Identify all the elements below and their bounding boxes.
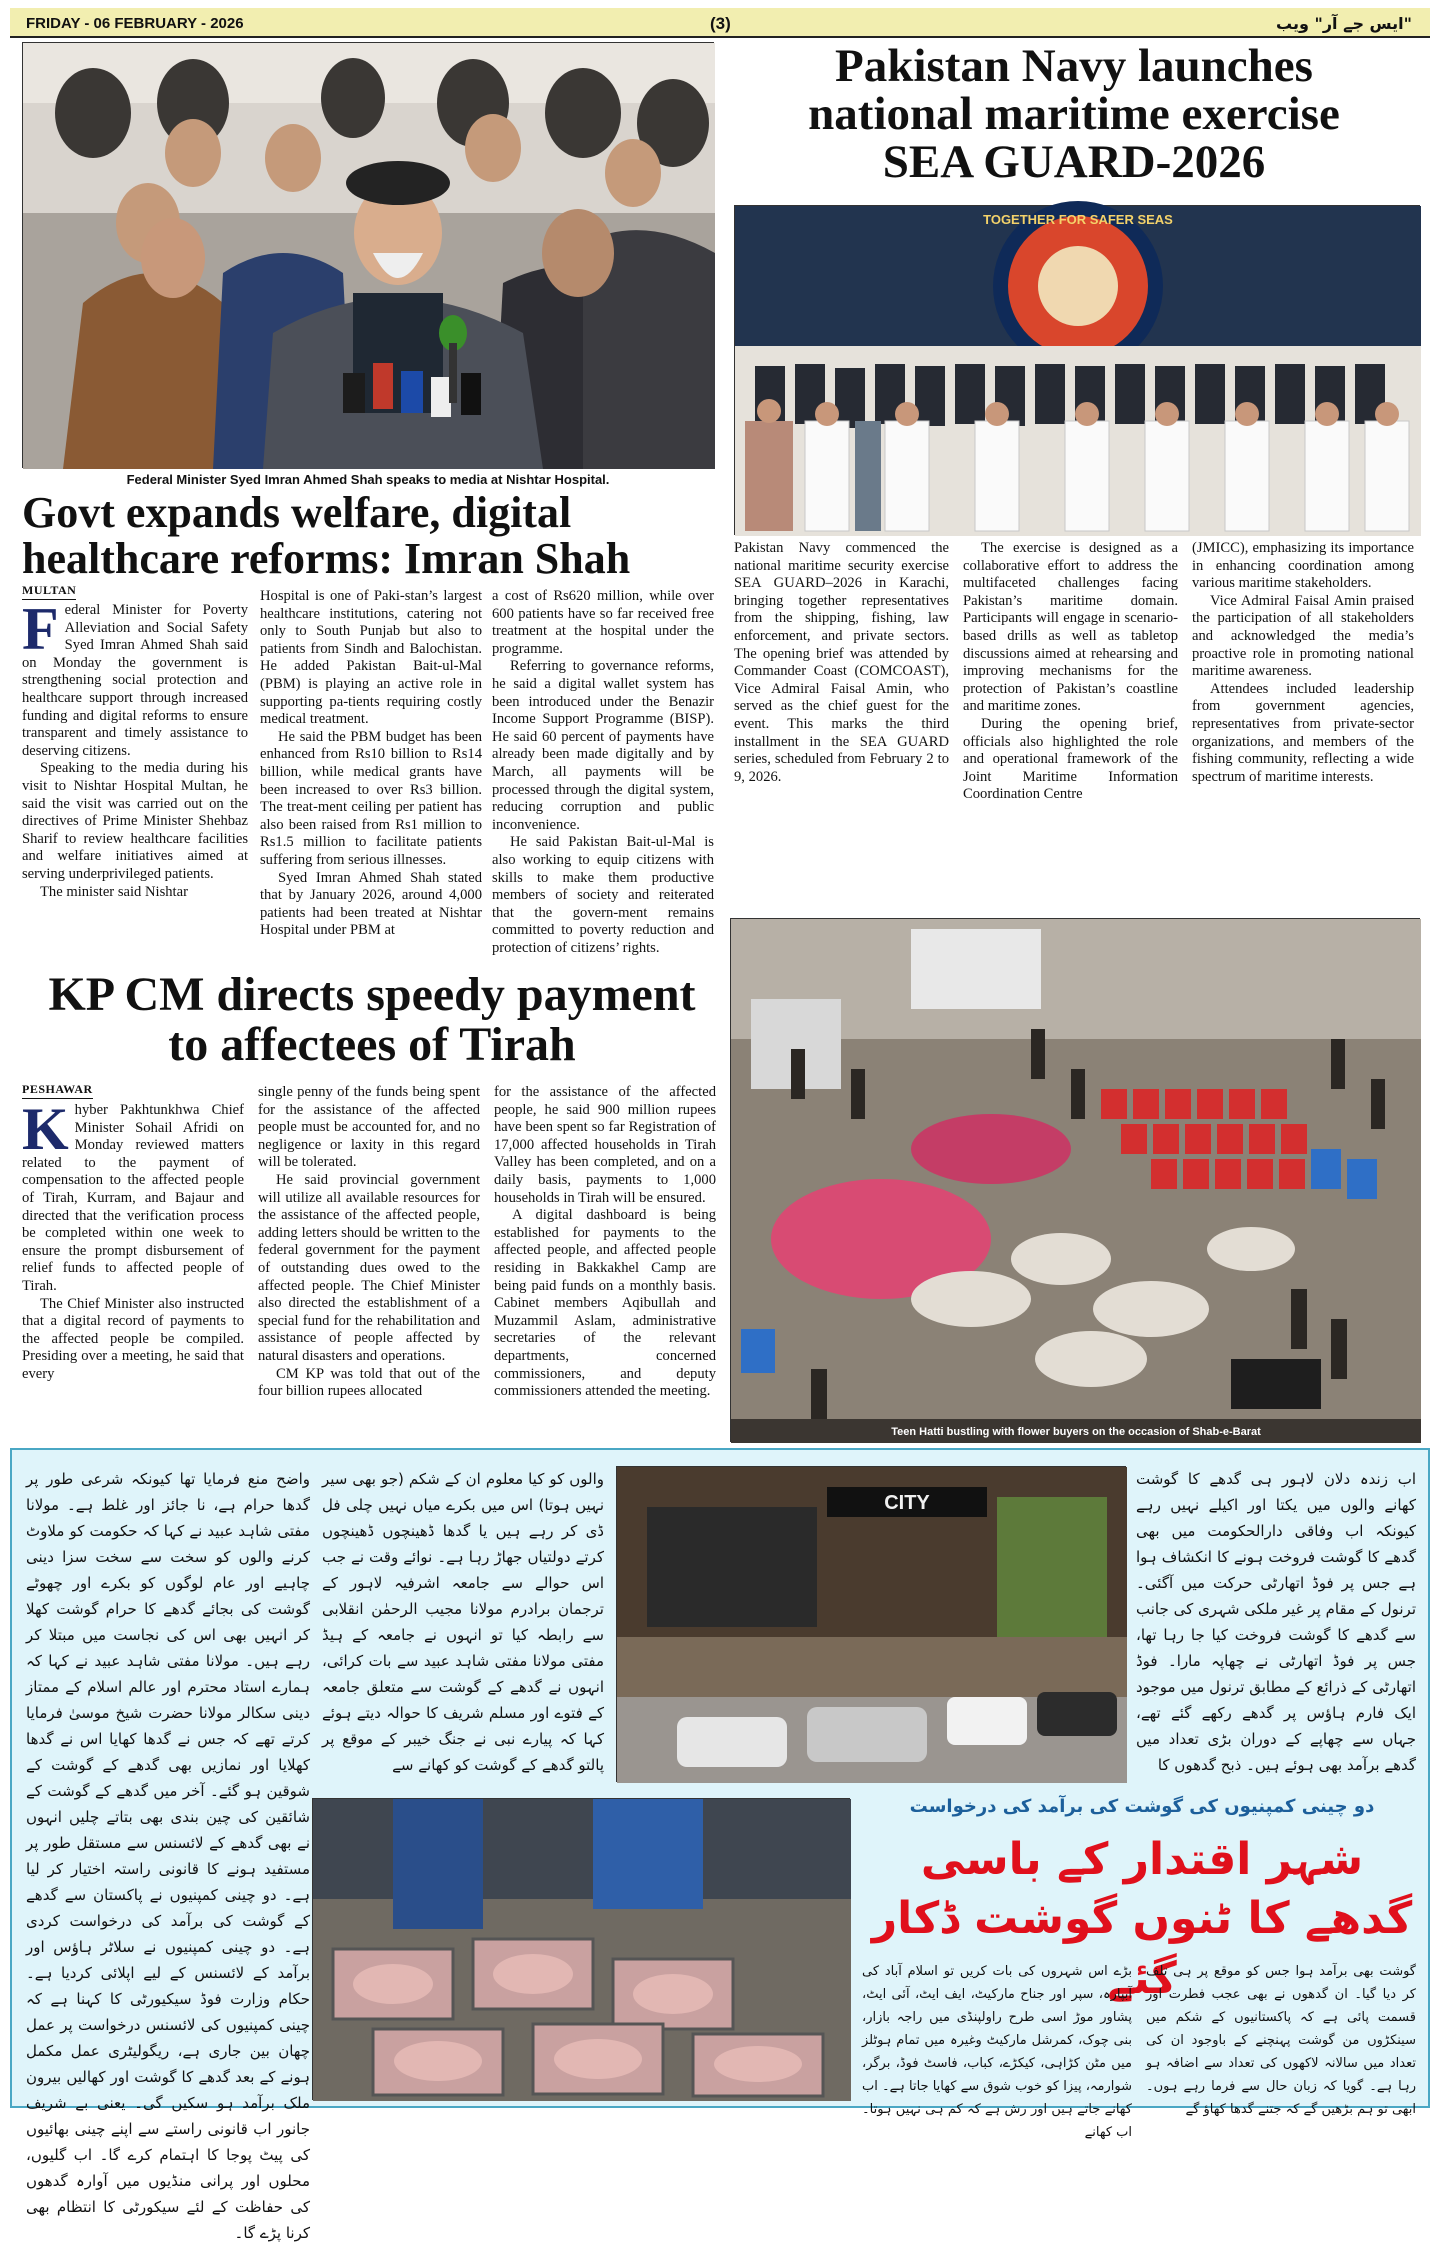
urdu-column-bottom-right: گوشت بھی برآمد ہوا جس کو موقع پر ہی تلف کر دیا گیا۔ ان گدھوں نے بھی عجب فطرت اور قسمت پائی ہے کہ پاکستانیوں کے شکم میں سینکڑوں من گوشت پہنچنے کے باوجود ان کی تعداد میں سالانہ لاکھوں کی تعداد سے اضافہ ہو رہا ہے۔ گویا کہ زبان حال سے فرما رہے ہوں۔ ابھی تو ہم بڑھیں گے کہ جتنے گدھا کھاؤ گے: [1146, 1964, 1416, 2117]
meat-crates-photo: [312, 1798, 850, 2100]
welfare-col2-para3: Syed Imran Ahmed Shah stated that by January 2026, around 4,000 patients had been treated at Nishtar Hospital under PBM at: [260, 869, 482, 939]
welfare-col3-para3: He said Pakistan Bait-ul-Mal is also working to equip citizens with skills to make them productive members of society and reiterated that the govern-ment remains committed to poverty reduction and protection of citizens’ rights.: [492, 834, 714, 956]
navy-column-2: [963, 540, 1178, 804]
welfare-column-1: [22, 596, 248, 901]
minister-photo-caption: Federal Minister Syed Imran Ahmed Shah speaks to media at Nishtar Hospital.: [126, 472, 610, 487]
page-number: (3): [710, 14, 731, 33]
navy-col1-text: Pakistan Navy commenced the national maritime security exercise SEA GUARD–2026 in Karachi, bringing together representatives from the shipping, fishing, law enforcement, and private sectors. The opening brief was attended by Commander Coast (COMCOAST), Vice Admiral Faisal Amin, who served as the chief guest for the event. This marks the third installment in the SEA GUARD series, scheduled from February 2 to 9, 2026.: [734, 540, 949, 785]
press-crowd-illustration: [23, 43, 715, 469]
navy-delegation-illustration: [735, 206, 1421, 536]
flower-market-photo: [730, 918, 1420, 1442]
navy-col2-para1: The exercise is designed as a collaborative effort to address the multifaceted challenges facing Pakistan’s maritime domain. Participants will engage in scenario-based drills as well as tabletop discussions aimed at rehearsing and improving mechanisms for the protection of Pakistan’s coastline and maritime zones.: [963, 540, 1178, 715]
kp-col1-para2: The Chief Minister also instructed that a digital record of payments to the affected people be compiled. Presiding over a meeting, he said that every: [22, 1295, 244, 1382]
kp-dropcap: K: [22, 1096, 69, 1162]
issue-date: FRIDAY - 06 FEBRUARY - 2026: [26, 15, 244, 32]
welfare-headline-line2: healthcare reforms: Imran Shah: [22, 534, 631, 583]
flower-market-illustration: [731, 919, 1421, 1443]
navy-col3-para3: Attendees included leadership from government agencies, representatives from private-sector organizations, and members of the fishing community, reflecting a wide spectrum of maritime interests.: [1192, 680, 1414, 785]
masthead: [10, 8, 1430, 38]
urdu-headline-line1: شہر اقتدار کے باسی: [920, 1834, 1364, 1885]
navy-column-1: [734, 540, 949, 786]
navy-column-3: [1192, 540, 1414, 786]
kp-col2-para1: single penny of the funds being spent for the assistance of the affected people must be accounted for, and no negligence or laxity in this regard will be tolerated.: [258, 1084, 480, 1171]
kp-col2-para2: He said provincial government will utilize all available resources for the assistance of the affected people, adding letters should be written to the federal government for the payment of outstanding dues owed to the affected people. The Chief Minister also directed the establishment of a special fund for the rehabilitation and assistance of people affected by natural disasters and operations.: [258, 1171, 480, 1364]
street-sign-text: CITY: [884, 1492, 930, 1514]
kp-col3-para1: for the assistance of the affected people, he said 900 million rupees have been spent so far Registration of 17,000 affected households in Tirah Valley has been completed, and on a daily basis, payments to 1,000 households in Tirah will be ensured.: [494, 1084, 716, 1206]
kp-column-2: [258, 1084, 480, 1401]
banner-slogan: TOGETHER FOR SAFER SEAS: [983, 212, 1173, 227]
navy-headline-line3: SEA GUARD-2026: [882, 136, 1266, 188]
navy-headline-line2: national maritime exercise: [808, 88, 1340, 140]
kp-dateline: PESHAWAR: [22, 1082, 93, 1099]
welfare-col2-para2: He said the PBM budget has been enhanced from Rs10 billion to Rs14 billion, while medical grants have been increased to over Rs3 billion. The treat-ment ceiling per patient has also been raised from Rs1 million to Rs1.5 million to facilitate patients suffering from serious illnesses.: [260, 728, 482, 868]
welfare-col1-para1: ederal Minister for Poverty Alleviation and Social Safety Syed Imran Ahmed Shah said on Monday the government is strengthening social protection and healthcare support through increased funding and digital reforms to ensure transparent and timely assistance to deserving citizens.: [22, 602, 248, 759]
welfare-col1-para3: The minister said Nishtar: [40, 883, 188, 900]
navy-col2-para2: During the opening brief, officials also highlighted the role and operational framework of the Joint Maritime Information Coordination Centre: [963, 715, 1178, 803]
paper-name: "ایس جے آر" ویب: [1276, 14, 1412, 33]
kp-col2-para3: CM KP was told that out of the four billion rupees allocated: [258, 1365, 480, 1400]
restaurant-street-photo: [616, 1466, 1126, 1782]
welfare-headline: [22, 490, 722, 582]
minister-press-photo: [22, 42, 714, 468]
market-photo-caption: Teen Hatti bustling with flower buyers on the occasion of Shab-e-Barat: [891, 1426, 1261, 1438]
kp-headline-line1: KP CM directs speedy payment: [48, 968, 696, 1021]
urdu-column-bottom-mid: بڑے اس شہروں کی بات کریں تو اسلام آباد کی آبپارہ، سپر اور جناح مارکیٹ، ایف ایٹ، آئی ایٹ، پشاور موڑ اسی طرح راولپنڈی میں راجہ بازار، بنی چوک، کمرشل مارکیٹ وغیرہ میں تمام ہوٹلز میں مٹن کڑاہی، کیکڑے، کباب، فاسٹ فوڈ، برگر، شوارمہ، پیزا کو خوب شوق سے کھایا جاتا ہے۔ اب کھانے جاتے ہیں اور رش ہے کہ کم ہی نہیں ہوتا۔ اب کھانے: [862, 1964, 1132, 2140]
navy-col3-para2: Vice Admiral Faisal Amin praised the participation of all stakeholders and acknowledged the media’s proactive role in promoting national maritime awareness.: [1192, 592, 1414, 680]
kp-col3-para2: A digital dashboard is being established for payments to the affected people, and affected people residing in Bakkakhel Camp are being paid funds on a monthly basis. Cabinet members Aqibullah and Muzammil Aslam, administrative secretaries of the relevant departments, concerned commissioners, and deputy commissioners attended the meeting.: [494, 1207, 716, 1400]
welfare-dateline: MULTAN: [22, 583, 76, 600]
navy-group-photo: [734, 205, 1420, 535]
kp-column-1: [22, 1096, 244, 1384]
urdu-column-left: واضح منع فرمایا تھا کیونکہ شرعی طور پر گدھا حرام ہے، نا جائز اور غلط ہے۔ مولانا مفتی شاہد عبید نے کہا کہ حکومت کو ملاوٹ کرنے والوں کو سخت سے سخت سزا دینی چاہیے اور عام لوگوں کو بکرے اور چھوٹے گوشت کی بجائے گدھے کا حرام گوشت کھلا کر انہیں بھی اس کی نجاست میں مبتلا کر رہے ہیں۔ مولانا مفتی شاہد عبید نے کہا کہ ہمارے استاد محترم اور عالم اسلام کے ممتاز دینی سکالر مولانا حضرت شیخ موسیٰ فرمایا کرتے تھے کہ جس نے گدھا کھایا اس نے گدھا کھلایا اور نمازیں بھی گدھے کے گوشت کے شوقین ہو گئے۔ آخر میں گدھے کے گوشت کے شائقین کی چین بندی بھی بتاتے چلیں انہوں نے بھی گدھے کے لائسنس سے مستقل طور پر مستفید ہونے کا قانونی راستہ اختیار کر لیا ہے۔ دو چینی کمپنیوں نے پاکستان سے گدھے کے گوشت کی برآمد کی درخواست کردی ہے۔ دو چینی کمپنیوں نے سلاٹر ہاؤس اور برآمد کے لائسنس کے لیے اپلائی کردیا ہے۔ حکام وزارت فوڈ سیکیورٹی کا کہنا ہے کہ چینی کمپنیوں کی لائسنس درخواست پر عمل چھان بین جاری ہے، ریگولیٹری عمل مکمل ہونے کے بعد گدھے کا گوشت اور کھالیں بیرون ملک برآمد ہو سکیں گی۔ یعنی بے شریف جانور اب قانونی راستے سے اپنے چینی بھائیوں کی پیٹ پوجا کا اہتمام کرے گا۔ اب گلیوں، محلوں اور پرانی منڈیوں میں آوارہ گدھوں کی حفاظت کے لئے سیکورٹی کا انتظام بھی کرنا پڑے گا۔: [26, 1470, 310, 2242]
kp-column-3: [494, 1084, 716, 1401]
kp-headline: [22, 970, 722, 1070]
welfare-col2-para1: Hospital is one of Paki-stan’s largest healthcare institutions, catering not only to South Punjab but also to patients from Sindh and Balochistan. He added Pakistan Bait-ul-Mal (PBM) is playing an active role in supporting pa-tients requiring costly medical treatment.: [260, 588, 482, 728]
welfare-column-3: [492, 588, 714, 957]
meat-crates-illustration: [313, 1799, 851, 2101]
kp-headline-line2: to affectees of Tirah: [168, 1018, 576, 1071]
urdu-headline-line2: گدھے کا ٹنوں گوشت ڈکار گئے: [871, 1893, 1413, 2004]
kp-col1-para1: hyber Pakhtunkhwa Chief Minister Sohail Afridi on Monday reviewed matters related to the payment of compensation to the affected people of Tirah, Kurram, and Bajaur and directed that the verification process be completed within one week to ensure the prompt disbursement of relief funds to affected people of Tirah.: [22, 1102, 244, 1294]
welfare-col3-para2: Referring to governance reforms, he said a digital wallet system has been introduced under the Benazir Income Support Programme (BISP). He said 60 percent of payments have already been made digitally and by March, all payments will be processed through the digital system, reducing corruption and public inconvenience.: [492, 658, 714, 833]
navy-headline: [728, 42, 1420, 186]
urdu-column-middle-top: والوں کو کیا معلوم ان کے شکم (جو بھی سیر نہیں ہوتا) اس میں بکرے میاں نہیں چلی فل ڈی کر رہے ہیں یا گدھا ڈھینچوں ڈھینچوں کرتے دولتیاں جھاڑ رہا ہے۔ نوائے وقت نے جب اس حوالے سے جامعہ اشرفیہ لاہور کے ترجمان برادرم مولانا مجیب الرحمٰن انقلابی سے رابطہ کیا تو انہوں نے جامعہ کے ہیڈ مفتی مولانا مفتی شاہد عبید سے بات کرائی، انہوں نے گدھے کے گوشت سے متعلق جامعہ کے فتوے اور مسلم شریف کا حوالہ دیتے ہوئے کہا کہ پیارے نبی نے جنگ خیبر کے موقع پر پالتو گدھے کے گوشت کو کھانے سے: [322, 1470, 604, 1774]
welfare-dropcap: F: [22, 596, 59, 662]
welfare-column-2: [260, 588, 482, 940]
navy-headline-line1: Pakistan Navy launches: [835, 40, 1313, 92]
urdu-subheadline: دو چینی کمپنیوں کی گوشت کی برآمد کی درخواست: [909, 1796, 1375, 1817]
urdu-column-right-top: اب زندہ دلان لاہور ہی گدھے کا گوشت کھانے والوں میں یکتا اور اکیلے نہیں رہے کیونکہ اب وفاقی دارالحکومت میں بھی گدھے کا گوشت فروخت ہونے کا انکشاف ہوا ہے جس پر فوڈ اتھارٹی حرکت میں آگئی۔ ترنول کے مقام پر غیر ملکی شہری کی جانب سے گدھے کا گوشت فروخت کیا جا رہا تھا، جس پر فوڈ اتھارٹی نے چھاپہ مارا۔ فوڈ اتھارٹی کے ذرائع کے مطابق ترنول میں موجود ایک فارم ہاؤس پر گدھے رکھے گئے تھے، جہاں سے چھاپے کے دوران بڑی تعداد میں گدھے برآمد بھی ہوئے ہیں۔ ذبح گدھوں کا: [1136, 1470, 1416, 1774]
navy-col3-para1: (JMICC), emphasizing its importance in enhancing coordination among various maritime stakeholders.: [1192, 540, 1414, 592]
restaurant-street-illustration: [617, 1467, 1127, 1783]
welfare-col1-para2: Speaking to the media during his visit to Nishtar Hospital Multan, he said the visit was carried out on the directives of Prime Minister Shehbaz Sharif to review healthcare facilities and welfare initiatives aimed at serving underprivileged patients.: [22, 760, 248, 882]
welfare-col3-para1: a cost of Rs620 million, while over 600 patients have so far received free treatment at the hospital under the programme.: [492, 588, 714, 657]
urdu-feature-box: [10, 1448, 1430, 2242]
welfare-headline-line1: Govt expands welfare, digital: [22, 488, 572, 537]
